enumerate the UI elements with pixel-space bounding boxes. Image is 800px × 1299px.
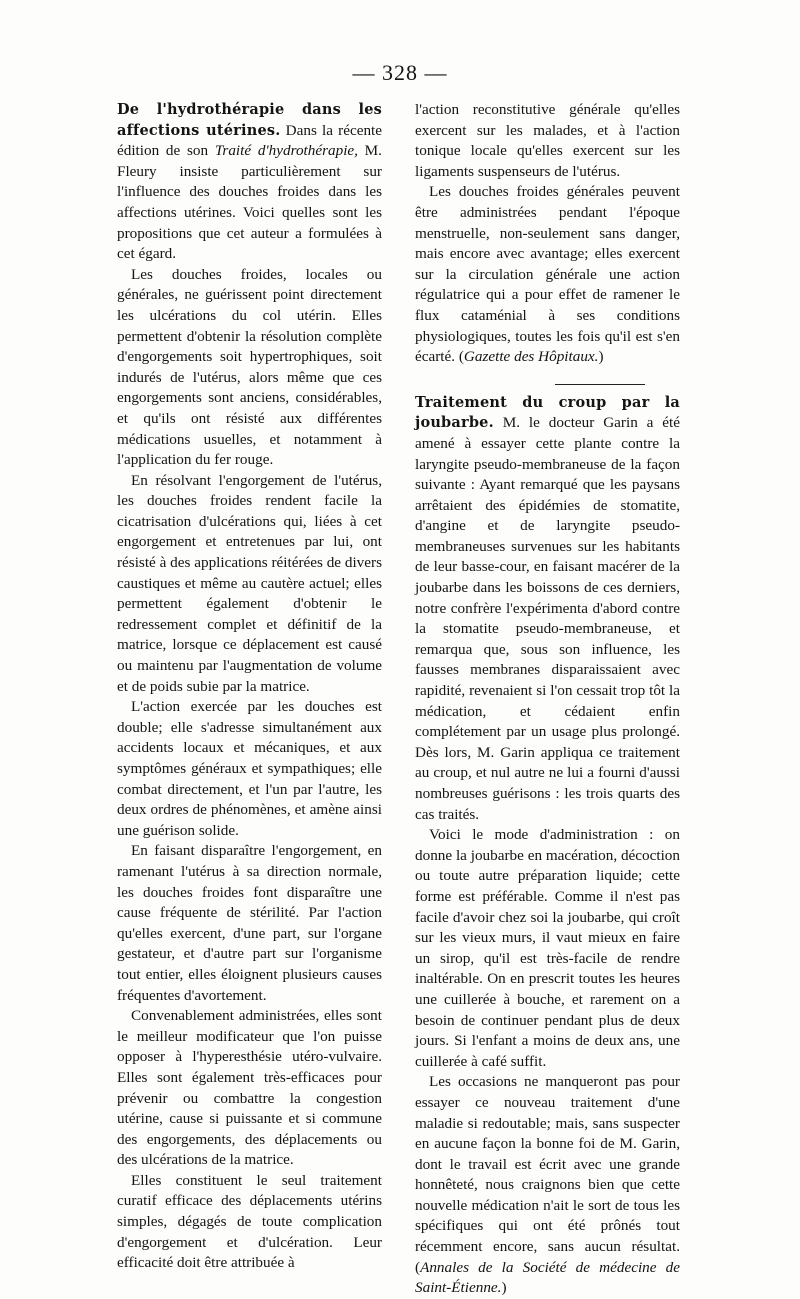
article1-paragraph xyxy=(415,182,680,367)
article2-source: Annales de la Société de médecine de Saint-Étienne. xyxy=(415,1258,680,1297)
article1-intro-a: Dans la récente édition de son xyxy=(117,121,382,160)
article2-heading: Traitement du croup par la joubarbe. xyxy=(415,393,680,432)
article1-paragraph: Elles constituent le seul traitement curatif efficace des déplacements utérins simples, dégagés de toute complication d'engorgement et d'ulcération. Leur efficacité doit être attribuée à xyxy=(117,1171,382,1272)
article1-paragraph: Les douches froides, locales ou générales, ne guérissent point directement les ulcérations du col utérin. Elles permettent d'obtenir la résolution complète d'engorgements soit hypertrophiques, soit indurés de l'utérus, alors même que ces engorgements sont anciens, considérables, et qu'ils ont résisté aux différentes médications usuelles, et notamment à l'application du fer rouge. xyxy=(117,265,382,469)
article1-intro-b: M. Fleury insiste particulièrement sur l'influence des douches froides dans les affections utérines. Voici quelles sont les propositions que cet auteur a formulées à cet égard. xyxy=(117,142,382,263)
article-divider xyxy=(555,384,645,385)
left-column xyxy=(117,100,382,1274)
article1-source: Gazette des Hôpitaux. xyxy=(463,348,599,366)
page-number: — 328 — xyxy=(352,60,448,85)
article1-paragraph: L'action exercée par les douches est double; elle s'adresse simultanément aux accidents locaux et mécaniques, et aux symptômes généraux et sympathiques; elle combat directement, et l'un par l'autre, les deux ordres de phénomènes, et amène ainsi une guérison solide. xyxy=(117,698,382,839)
article2-intro xyxy=(415,393,680,825)
article1-paragraph: En résolvant l'engorgement de l'utérus, les douches froides rendent facile la cicatrisation d'ulcérations qui, liées à cet engorgement et entretenues par lui, ont résisté à des applications réitérées de divers caustiques et même au cautère actuel; elles permettent également d'obtenir le redressement complet et définitif de la matrice, lorsque ce déplacement est causé ou maintenu par l'augmentation de volume et de poids subie par la matrice. xyxy=(117,471,382,695)
book-title: Traité d'hydrothérapie, xyxy=(214,142,358,160)
article1-p8-close: ) xyxy=(598,348,604,366)
article2-p3-close: ) xyxy=(501,1279,507,1297)
article1-heading: De l'hydrothérapie dans les affections utérines. xyxy=(117,101,382,139)
article2-p3-text: Les occasions ne manqueront pas pour essayer ce nouveau traitement d'une maladie si redoutable; mais, sans suspecter en aucune façon la bonne foi de M. Garin, dont le travail est écrit avec une grande honnêteté, nous craignons bien que cette nouvelle médication n'ait le sort de tous les spécifiques qui ont été prônés tout récemment encore, sans aucun résultat. ( xyxy=(415,1073,680,1276)
article2-p1-text: M. le docteur Garin a été amené à essayer cette plante contre la laryngite pseudo-membraneuse de la façon suivante : Ayant remarqué que les paysans arrêtaient des épidémies de stomatite, d'angine et de laryngite pseudo-membraneuses survenues sur les habitants de leur basse-cour, en faisant macérer de la joubarbe dans les boissons de ces derniers, notre confrère l'expérimenta d'abord contre la stomatite pseudo-membraneuse, et remarqua que, sous son influence, les fausses membranes disparaissaient avec rapidité, revenaient si l'on cessait trop tôt la médication, et cédaient enfin complétement par un usage plus prolongé. Dès lors, M. Garin appliqua ce traitement au croup, et nul autre ne lui a fourni d'aussi nombreuses guérisons : les trois quarts des cas traités. xyxy=(415,414,680,823)
article2-paragraph: Voici le mode d'administration : on donne la joubarbe en macération, décoction ou toute autre préparation liquide; cette forme est préférable. Comme il n'est pas facile d'avoir chez soi la joubarbe, qui croît sur les vieux murs, il vaut mieux en faire un sirop, qu'il est très-facile de rendre inaltérable. On en prescrit toutes les heures une cuillerée à bouche, et rarement on a besoin de continuer pendant plus de deux jours. Si l'enfant a moins de deux ans, une cuillerée à café suffit. xyxy=(415,826,680,1070)
right-column xyxy=(415,100,680,1299)
article1-paragraph: Convenablement administrées, elles sont le meilleur modificateur que l'on puisse opposer à l'hyperesthésie utéro-vulvaire. Elles sont également très-efficaces pour prévenir ou combattre la congestion utérine, cause si puissante et si commune des engorgements, des déplacements ou des ulcérations de la matrice. xyxy=(117,1007,382,1169)
article1-intro xyxy=(117,100,382,265)
article1-p8-text: Les douches froides générales peuvent être administrées pendant l'époque menstruelle, non-seulement sans danger, mais encore avec avantage; elles exercent sur la circulation générale une action régulatrice qui a pour effet de ramener le flux cataménial à ses conditions physiologiques, toutes les fois qu'il est s'en écarté. ( xyxy=(415,183,680,366)
article-gap xyxy=(415,368,680,384)
article2-paragraph xyxy=(415,1072,680,1299)
article1-continuation: l'action reconstitutive générale qu'elles exercent sur les malades, et à l'action tonique locale qu'elles exercent sur les ligaments suspenseurs de l'utérus. xyxy=(415,101,680,180)
article1-paragraph: En faisant disparaître l'engorgement, en ramenant l'utérus à sa direction normale, les douches froides font disparaître une cause fréquente de stérilité. Par l'action qu'elles exercent, d'une part, sur l'organe gestateur, et d'autre part sur l'organisme tout entier, elles éloignent plusieurs causes fréquentes d'avortement. xyxy=(117,842,382,1004)
